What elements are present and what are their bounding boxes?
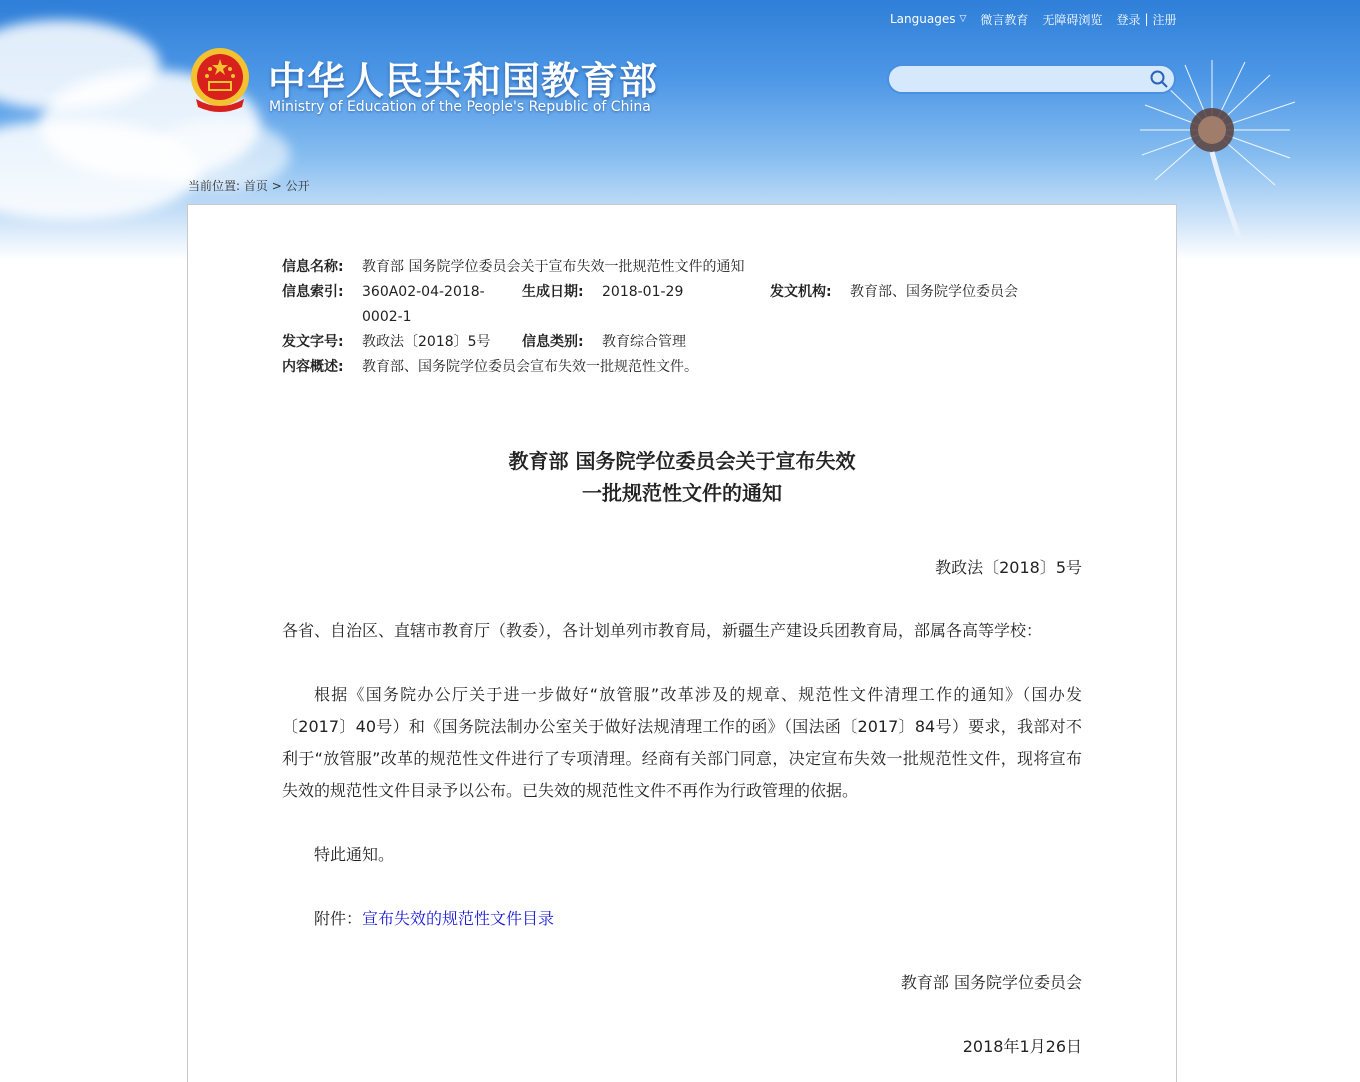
meta-row-docno <box>282 330 1082 355</box>
accessibility-link[interactable]: 无障碍浏览 <box>1042 12 1103 27</box>
search-button[interactable] <box>1144 66 1174 92</box>
sign-date: 2018年1月26日 <box>962 1037 1082 1056</box>
search-icon <box>1150 70 1168 88</box>
meta-value: 2018-01-29 <box>602 284 684 300</box>
meta-table <box>282 255 1082 380</box>
meta-label: 发文机构: <box>770 284 832 300</box>
breadcrumb-arrow: > <box>271 179 282 193</box>
breadcrumb-prefix: 当前位置: <box>188 179 241 193</box>
main-paragraph: 根据《国务院办公厅关于进一步做好“放管服”改革涉及的规章、规范性文件清理工作的通知》（国办发〔2017〕40号）和《国务院法制办公室关于做好法规清理工作的函》（国法函〔2017〕84号）要求，我部对不利于“放管服”改革的规范性文件进行了专项清理。经商有关部门同意，决定宣布失效一批规范性文件，现将宣布失效的规范性文件目录予以公布。已失效的规范性文件不再作为行政管理的依据。 <box>282 685 1082 800</box>
meta-label: 内容概述: <box>282 359 344 375</box>
meta-value: 教育部 国务院学位委员会关于宣布失效一批规范性文件的通知 <box>362 259 745 275</box>
attachment-label: 附件： <box>314 909 363 928</box>
meta-label: 生成日期: <box>522 284 584 300</box>
meta-value: 教育部、国务院学位委员会 <box>850 284 1018 300</box>
languages-label: Languages <box>890 12 956 26</box>
meta-label: 信息名称: <box>282 259 344 275</box>
breadcrumb <box>188 177 310 194</box>
notice-paragraph: 特此通知。 <box>314 845 395 864</box>
meta-value: 教育综合管理 <box>602 334 686 350</box>
meta-value: 360A02-04-2018-0002-1 <box>362 284 485 325</box>
login-link[interactable]: 登录 <box>1116 12 1141 27</box>
weiyan-link[interactable]: 微言教育 <box>980 12 1029 27</box>
document-title-line2: 一批规范性文件的通知 <box>582 481 782 505</box>
register-link[interactable]: 注册 <box>1152 12 1177 27</box>
signer: 教育部 国务院学位委员会 <box>900 973 1082 992</box>
top-links <box>890 11 1177 27</box>
top-links-separator: | <box>1144 12 1149 26</box>
meta-row-name <box>282 255 1082 280</box>
national-emblem-icon[interactable] <box>188 47 252 115</box>
languages-dropdown[interactable] <box>890 12 966 26</box>
breadcrumb-home[interactable]: 首页 <box>243 179 268 193</box>
document-number: 教政法〔2018〕5号 <box>935 558 1082 577</box>
meta-row-index <box>282 280 1082 330</box>
search-box <box>887 64 1176 94</box>
attachment-paragraph <box>282 903 1082 935</box>
meta-row-summary <box>282 355 1082 380</box>
breadcrumb-current[interactable]: 公开 <box>285 179 310 193</box>
document-title-line1: 教育部 国务院学位委员会关于宣布失效 <box>508 449 856 473</box>
meta-label: 发文字号: <box>282 334 344 350</box>
meta-label: 信息类别: <box>522 334 584 350</box>
site-title[interactable]: 中华人民共和国教育部 <box>268 59 659 103</box>
meta-value: 教育部、国务院学位委员会宣布失效一批规范性文件。 <box>362 359 698 375</box>
document-title <box>282 445 1082 509</box>
meta-value: 教政法〔2018〕5号 <box>362 334 491 350</box>
meta-label: 信息索引: <box>282 284 344 300</box>
site-subtitle: Ministry of Education of the People's Republic of China <box>269 99 651 115</box>
chevron-down-icon: ▽ <box>959 14 967 24</box>
content-panel <box>187 204 1177 1082</box>
search-input[interactable] <box>889 66 1144 92</box>
addressee-paragraph: 各省、自治区、直辖市教育厅（教委），各计划单列市教育局，新疆生产建设兵团教育局，部属各高等学校： <box>282 621 1043 640</box>
attachment-link[interactable]: 宣布失效的规范性文件目录 <box>362 909 555 928</box>
